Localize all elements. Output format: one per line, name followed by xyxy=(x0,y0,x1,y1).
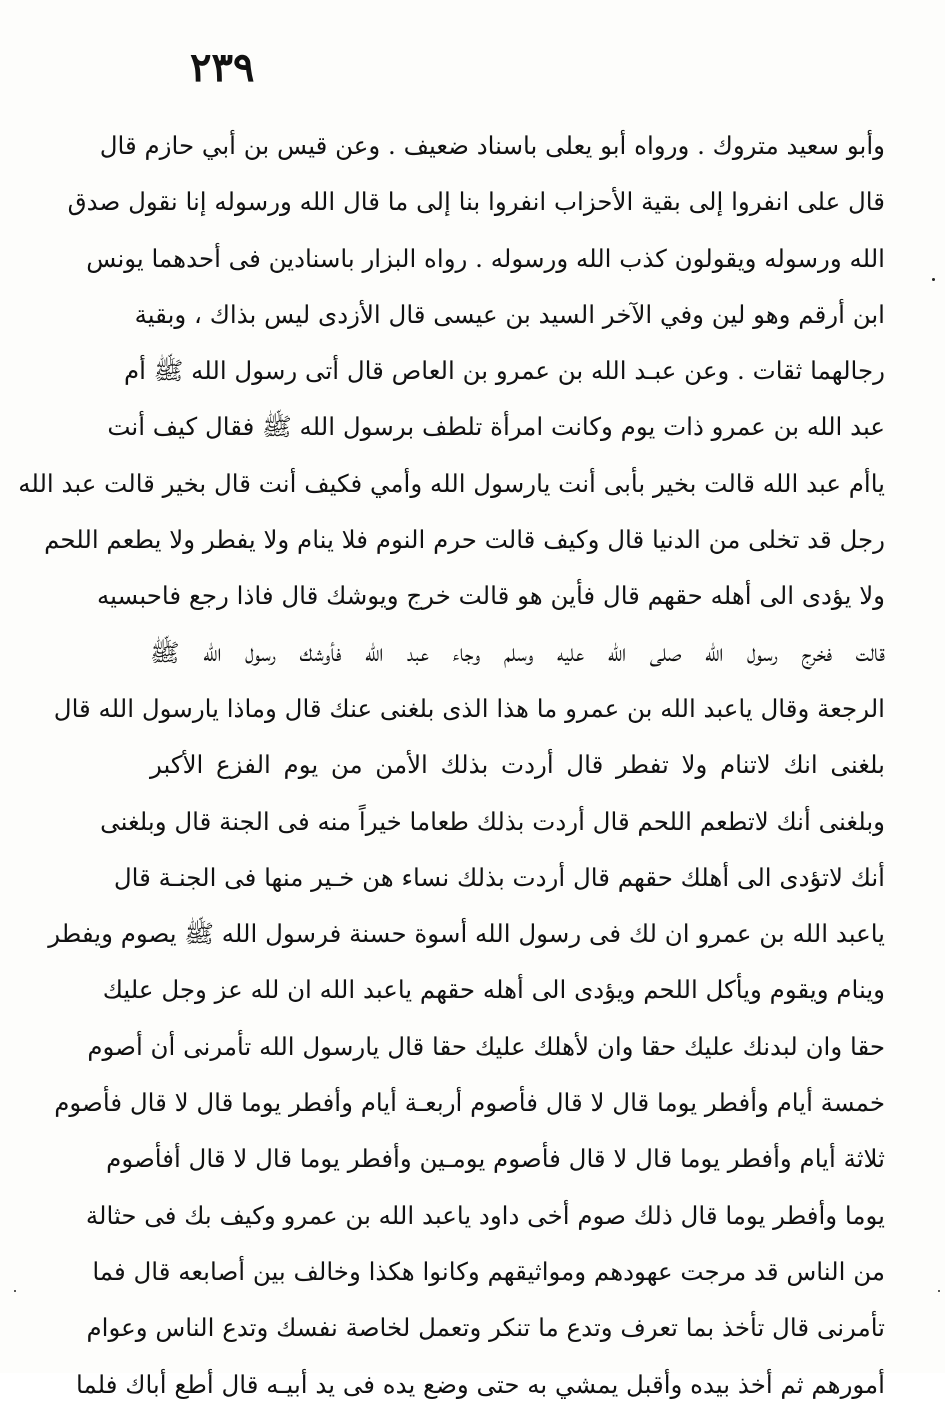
text-line: الرجعة وقال ياعبد الله بن عمرو ما هذا الذى بلغنى عنك قال وماذا يارسول الله قال xyxy=(53,693,885,723)
scan-speck xyxy=(932,278,935,281)
arabic-text-block xyxy=(18,118,885,1413)
text-line: قال على انفروا إلى بقية الأحزاب انفروا بنا إلى ما قال الله ورسوله إنا نقول صدق xyxy=(67,187,885,217)
text-line: رجل قد تخلى من الدنيا قال وكيف قالت حرم النوم فلا ينام ولا يفطر ولا يطعم اللحم xyxy=(44,525,885,555)
text-line: من الناس قد مرجت عهودهم ومواثيقهم وكانوا هكذا وخالف بين أصابعه قال فما xyxy=(92,1256,885,1286)
text-line: عبد الله بن عمرو ذات يوم وكانت امرأة تلطف برسول الله ﷺ فقال كيف أنت xyxy=(107,412,885,442)
text-line: الله ورسوله ويقولون كذب الله ورسوله . رواه البزار باسنادين فى أحدهما يونس xyxy=(86,243,885,273)
text-line: يوما وأفطر يوما قال ذلك صوم أخى داود ياعبد الله بن عمرو وكيف بك فى حثالة xyxy=(85,1200,885,1230)
text-line: ولا يؤدى الى أهله حقهم قال فأين هو قالت خرج ويوشك قال فاذا رجع فاحبسيه xyxy=(96,581,885,611)
text-line: قالت فخرج رسول الله صلى الله عليه وسلم وجاء عبد الله فأوشك رسول الله ﷺ xyxy=(150,637,885,667)
page-number: ٢٣٩ xyxy=(190,44,255,91)
text-line: وبلغنى أنك لاتطعم اللحم قال أردت بذلك طعاما خيراً منه فى الجنة قال وبلغنى xyxy=(100,806,885,836)
scan-speck xyxy=(938,1290,940,1292)
text-line: وينام ويقوم ويأكل اللحم ويؤدى الى أهله حقهم ياعبد الله ان لله عز وجل عليك xyxy=(102,975,885,1005)
text-line: ابن أرقم وهو لين وفي الآخر السيد بن عيسى قال الأزدى ليس بذاك ، وبقية xyxy=(134,299,885,329)
text-line: حقا وان لبدنك عليك حقا وان لأهلك عليك حقا قال يارسول الله تأمرنى أن أصوم xyxy=(87,1031,885,1061)
text-line: وأبو سعيد متروك . ورواه أبو يعلى باسناد ضعيف . وعن قيس بن أبي حازم قال xyxy=(99,131,885,160)
text-line: أنك لاتؤدى الى أهلك حقهم قال أردت بذلك نساء هن خـير منها فى الجنـة قال xyxy=(113,862,885,892)
text-line: ياأم عبد الله قالت بخير بأبى أنت يارسول الله وأمي فكيف أنت قال بخير قالت عبد الله xyxy=(18,468,885,498)
scan-speck xyxy=(14,1290,16,1292)
text-line: ثلاثة أيام وأفطر يوما قال لا قال فأصوم يومـين وأفطر يوما قال لا قال أفأصوم xyxy=(106,1144,885,1174)
text-line: خمسة أيام وأفطر يوما قال لا قال فأصوم أربعـة أيام وأفطر يوما قال لا قال فأصوم xyxy=(54,1088,885,1118)
text-line: بلغنى انك لاتنام ولا تفطر قال أردت بذلك الأمن من يوم الفزع الأكبر xyxy=(150,750,885,780)
text-line: ياعبد الله بن عمرو ان لك فى رسول الله أسوة حسنة فرسول الله ﷺ يصوم ويفطر xyxy=(48,919,885,949)
text-line: رجالهما ثقات . وعن عبـد الله بن عمرو بن العاص قال أتى رسول الله ﷺ أم xyxy=(123,356,885,386)
text-line: أمورهم ثم أخذ بيده وأقبل يمشي به حتى وضع يده فى يد أبيـه قال أطع أباك فلما xyxy=(76,1369,885,1399)
text-line: تأمرنى قال تأخذ بما تعرف وتدع ما تنكر وتعمل لخاصة نفسك وتدع الناس وعوام xyxy=(86,1313,885,1343)
